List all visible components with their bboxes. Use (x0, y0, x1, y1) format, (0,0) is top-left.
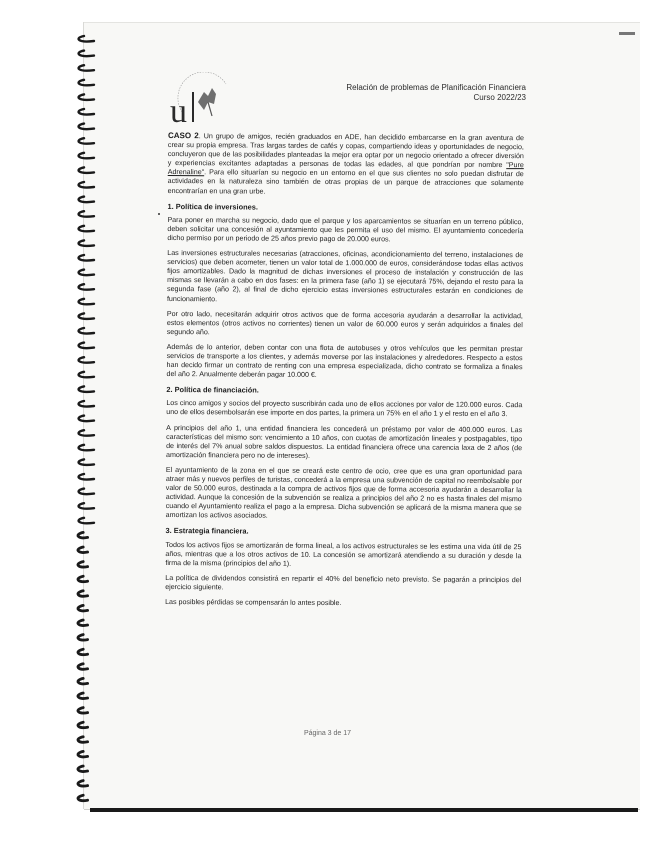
header-title: Relación de problemas de Planificación Financiera (346, 83, 526, 92)
spiral-coil (79, 211, 94, 216)
logo-letter: u (170, 93, 187, 130)
spiral-coil (79, 430, 94, 435)
spiral-coil (78, 649, 88, 654)
spiral-coil (79, 401, 94, 406)
case-intro: CASO 2. Un grupo de amigos, recién graduados en ADE, han decidido embarcarse en la gran aventura de crear su propia empresa. Tras largas tardes de cafés y copas, compartiendo ideas y oportunidades de negocio, concluyeron que de las posibilidades planteadas la mejor era optar por un negocio orientado a ofrecer diversión y experiencias excitantes adaptadas a personas de todas las edades, al que pondrían por nombre "Pure Adrenaline". Para ello situarían su negocio en un entorno en el que sus clientes no solo puedan disfrutar de actividades en la naturaleza sino también de otras propias de un parque de atracciones que solamente encontrarían en una gran urbe. (167, 131, 524, 196)
spiral-coil (78, 547, 88, 552)
spiral-coil (78, 795, 88, 800)
case-label: CASO 2 (167, 131, 199, 141)
spiral-coil (79, 197, 94, 202)
spiral-coil (79, 226, 94, 231)
spiral-coil (78, 708, 88, 713)
spiral-coil (78, 737, 88, 742)
spiral-coil (78, 678, 88, 683)
spiral-coil (79, 182, 94, 187)
spiral-coil (79, 343, 94, 348)
spiral-coil (78, 620, 88, 625)
margin-dot (158, 213, 160, 215)
section-title-financing: 2. Política de financiación. (166, 385, 259, 395)
spiral-coil (78, 751, 88, 756)
page-number: Página 3 de 17 (303, 730, 352, 737)
spiral-coil (79, 240, 94, 245)
spiral-coil (79, 167, 94, 172)
scan-mark (619, 32, 635, 35)
spiral-coil (79, 109, 94, 114)
paragraph: Todos los activos fijos se amortizarán de forma lineal, a los activos estructurales se les estima una vida útil de 25 años, mientras que a los otros activos de 10. La concesión se amortizará atendiendo a su duración y desde la firma de la misma (principios del año 1). (165, 540, 522, 568)
paragraph: Las inversiones estructurales necesarias (atracciones, oficinas, acondicionamiento del terreno, instalaciones de servicios) que deben acometer, tienen un valor total de 1.000.000 de euros, considerándose todas ellas activos fijos amortizables. Dado la magnitud de dichas inversiones el proceso de instalación y construcción de las mismas se llevarán a cabo en dos fases: en la primera fase (año 1) se ejecutará 75%, dejando el resto para la segunda fase (año 2), al final de dicho ejercicio estas inversiones estructurales estarán en condiciones de funcionamiento. (166, 249, 524, 303)
spiral-coil (79, 459, 94, 464)
university-logo (168, 72, 236, 130)
spiral-coil (78, 693, 88, 698)
spiral-coil (79, 328, 94, 333)
section-title-strategy: 3. Estrategia financiera. (165, 526, 249, 536)
document-header (310, 83, 526, 103)
paragraph: Para poner en marcha su negocio, dado que el parque y los aparcamientos se situarían en un terreno público, deben solicitar una concesión al ayuntamiento que les permita el uso del mismo. El ayuntamiento concedería dicho permiso por un periodo de 25 años previo pago de 20.000 euros. (167, 215, 524, 244)
spiral-coil (79, 299, 94, 304)
spiral-coil (78, 781, 88, 786)
spiral-coil (79, 489, 94, 494)
spiral-coil (79, 416, 94, 421)
spiral-coil (78, 605, 88, 610)
header-course: Curso 2022/23 (473, 93, 526, 102)
spiral-coil (79, 255, 94, 260)
spiral-coil (78, 664, 88, 669)
spiral-coil (79, 357, 94, 362)
spiral-coil (79, 503, 94, 508)
spiral-coil (79, 474, 94, 479)
paragraph: Por otro lado, necesitarán adquirir otros activos que de forma accesoria ayudarán a desarrollar la actividad, estos elementos (otros activos no corrientes) tienen un valor de 60.000 euros y serán adquiridos a finales del segundo año. (166, 309, 523, 337)
spiral-coil (79, 518, 94, 523)
spiral-coil (79, 65, 94, 70)
paragraph: La política de dividendos consistirá en repartir el 40% del beneficio neto previsto. Se pagarán a principios del ejercicio siguiente. (165, 573, 522, 592)
section-title-investment: 1. Política de inversiones. (167, 201, 258, 212)
business-name: "Pure Adrenaline" (167, 161, 524, 177)
paragraph: El ayuntamiento de la zona en el que se creará este centro de ocio, cree que es una gran oportunidad para atraer más y nuevos perfiles de turistas, concederá a la empresa una subvención de capital no reembolsable por valor de 50.000 euros, destinada a la compra de activos fijos que de forma accesoria ayudarán a desarrollar la actividad. Aunque la concesión de la subvención se realiza a principios del año 2 no es hasta finales del mismo cuando el Ayuntamiento realiza el pago a la empresa. Dicha subvención se aplicará de la misma manera que se amortizan los activos asociados. (165, 465, 522, 520)
spiral-coil (79, 445, 94, 450)
spiral-coil (78, 576, 88, 581)
spiral-coil (79, 80, 94, 85)
spiral-coil (79, 124, 94, 129)
spiral-coil (79, 386, 94, 391)
paragraph: Los cinco amigos y socios del proyecto suscribirán cada uno de ellos acciones por valor de 120.000 euros. Cada uno de ellos desembolsarán ese importe en dos partes, la primera un 75% en el año 1 y el resto en el año 3. (166, 399, 523, 419)
spiral-coil (78, 722, 88, 727)
spiral-coil (79, 138, 94, 143)
spiral-coil (79, 51, 94, 56)
spiral-coil (79, 313, 94, 318)
spiral-coil (78, 766, 88, 771)
spiral-coil (79, 270, 94, 275)
spiral-coil (78, 635, 88, 640)
spiral-coil (79, 284, 94, 289)
spiral-coil (78, 562, 88, 567)
spiral-coil (79, 153, 94, 158)
spiral-coil (78, 591, 88, 596)
spiral-coil (79, 94, 94, 99)
document-body (165, 131, 524, 615)
paragraph: Además de lo anterior, deben contar con una flota de autobuses y otros vehículos que les permitan prestar servicios de transporte a los clientes, y además moverse por las instalaciones y alrededores. Respecto a estos han decido firmar un contrato de renting con una empresa especializada, dicho contrato se formaliza a finales del año 2. Anualmente deberán pagar 10.000 €. (166, 342, 523, 380)
spiral-coil (79, 372, 94, 377)
spiral-coil (78, 532, 88, 537)
page-bottom-edge (90, 808, 638, 812)
paragraph: Las posibles pérdidas se compensarán lo antes posible. (165, 598, 342, 608)
paragraph: A principios del año 1, una entidad financiera les concederá un préstamo por valor de 400.000 euros. Las características del mismo son: vencimiento a 10 años, con cuotas de amortización lineales y postpagables, tipo de interés del 7% anual sobre saldos dispuestos. La entidad financiera ofrece una carencia laxa de 2 años (de amortización financiera pero no de intereses). (165, 423, 523, 460)
spiral-binding (72, 28, 102, 818)
spiral-coil (79, 36, 94, 41)
